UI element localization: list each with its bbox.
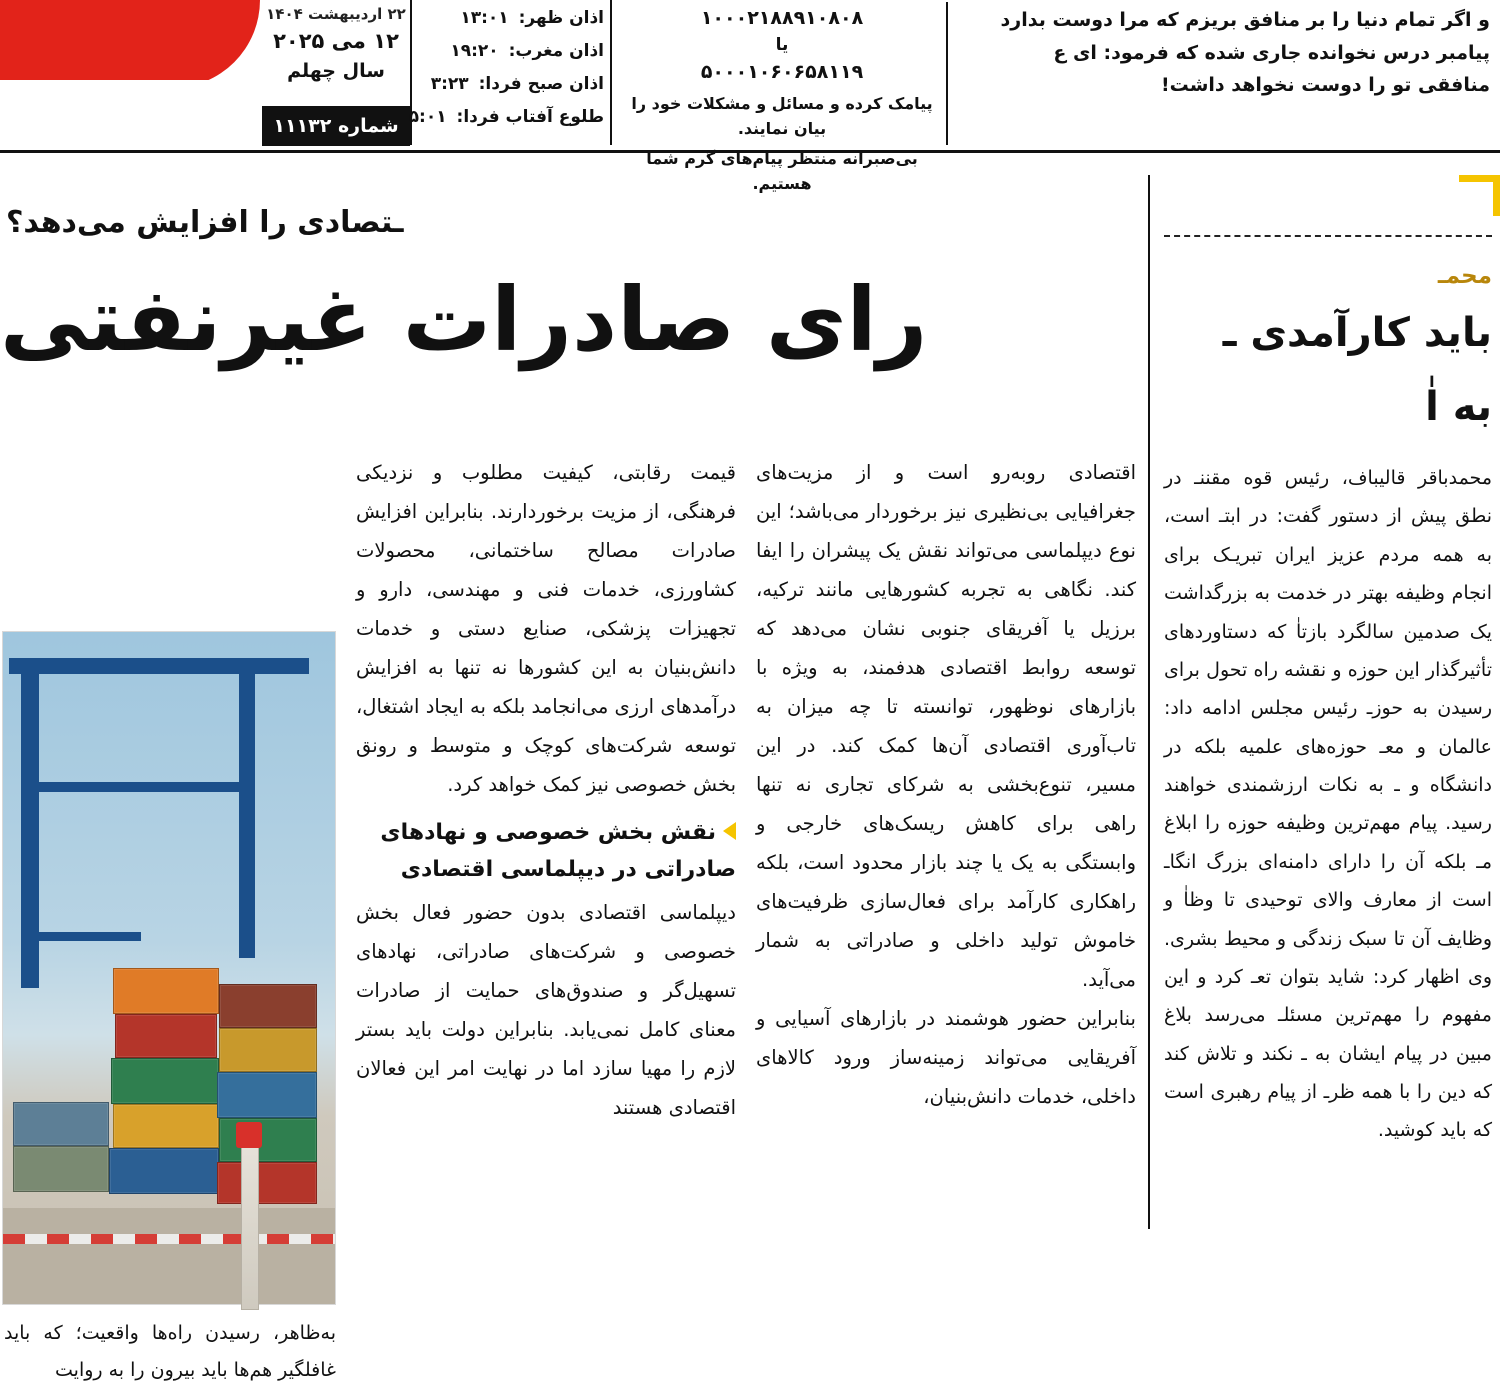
article-column-right — [746, 453, 1146, 1229]
divider — [1164, 235, 1492, 237]
issue-number: شماره ۱۱۱۳۲ — [262, 106, 410, 146]
secondary-article — [1148, 175, 1500, 1229]
secondary-article-body — [1164, 459, 1492, 1150]
crane-crossbeam — [21, 782, 253, 792]
sms-instruction-line-2: بی‌صبرانه منتظر پیام‌های گرم شما هستیم. — [646, 148, 918, 194]
date-gregorian: ۱۲ می ۲۰۲۵ — [273, 29, 399, 54]
brand-logo-block — [0, 0, 260, 88]
main-article-headline: رای صادرات غیرنفتی — [0, 268, 928, 371]
paragraph: اقتصادی روبه‌رو است و از مزیت‌های جغرافیایی بی‌نظیری نیز برخوردار می‌باشد؛ این نوع دیپلماسی می‌تواند نقش یک پیشران را ایفا کند. نگاهی به تجربه کشورهایی مانند ترکیه، برزیل یا آفریقای جنوبی نشان می‌دهد که توسعه روابط اقتصادی هدفمند، به ویژه با بازارهای نوظهور، توانسته تا چه میزان به تاب‌آوری اقتصادی آن‌ها کمک کند. در این مسیر، تنوع‌بخشی به شرکای تجاری نه تنها راهی برای کاهش ریسک‌های خارجی و وابستگی به یک یا چند بازار محدود است، بلکه راهکاری کارآمد برای فعال‌سازی ظرفیت‌های خاموش تولید داخلی و صادراتی به شمار می‌آید. — [756, 461, 1136, 991]
prayer-label-1: اذان مغرب: — [508, 41, 604, 62]
paragraph: بنابراین حضور هوشمند در بازارهای آسیایی و آفریقایی می‌تواند زمینه‌ساز ورود کالاهای داخلی، خدمات دانش‌بنیان، — [756, 1007, 1136, 1108]
date-persian: ۲۲ اردیبهشت ۱۴۰۴ — [266, 5, 406, 23]
prayer-value-3: ۵:۰۱ — [408, 107, 447, 128]
pole-cap — [236, 1122, 262, 1148]
paragraph: محمدباقر قالیباف، رئیس قوه مقننـ در نطق پیش از دستور گفت: در ابتـ است، به همه مردم عزیز ایران تبریـک برای انجام وظیفه بهتر در خدمت به بزرگداشت یک صدمین سالگرد بازتاٰ که دستاوردهای تأثیرگذار این حوزه و نقشه راه تحول برای رسیدن به حوزـ رئیس مجلس ادامه داد: عالمان و معـ حوزه‌های علمیه بلکه در دانشگاه و ـ به نکات ارزشمندی خواهند رسید. پیام مهم‌ترین وظیفه حوزه را ابلاغ مـ بلکه آن را دارای دامنه‌ای بزرگ انگاـ است از معارف والای توحیدی تا وظاٰ و وظایف آن تا سبک زندگی و محیط بشری. وی اظهار کرد: شاید بتوان تعـ کرد و این مفهوم را مهم‌ترین مسئلـ می‌رسد بلاغ مبین در پیام ایشان به ـ نکند و تلاش کند که دین را با همه ظرـ از پیام رهبری است که باید کوشید. — [1164, 467, 1492, 1142]
photo-ground — [3, 1208, 335, 1304]
shipping-container — [219, 984, 317, 1028]
crane-leg — [239, 658, 255, 958]
shipping-container — [219, 1118, 317, 1162]
hadith-line-2: پیامبر درس نخوانده جاری شده که فرمود: ای ع — [1053, 41, 1490, 64]
prayer-times — [408, 0, 612, 145]
prayer-value-1: ۱۹:۲۰ — [450, 41, 499, 62]
sms-contact-block — [618, 2, 948, 194]
main-article — [0, 153, 1146, 1382]
sms-or-label: یا — [775, 34, 789, 55]
prayer-row — [418, 68, 604, 101]
crane-crossbeam — [21, 932, 141, 941]
shipping-container — [217, 1162, 317, 1204]
shipping-container — [113, 968, 219, 1014]
article-column-photo — [0, 453, 346, 1382]
secondary-article-kicker: محمـ — [1437, 263, 1492, 289]
publication-year: سال چهلم — [287, 59, 385, 82]
triangle-bullet-icon — [723, 822, 736, 840]
shipping-container — [111, 1058, 219, 1104]
hadith-line-3: منافقی تو را دوست نخواهد داشت! — [1160, 74, 1490, 97]
masthead — [0, 0, 1500, 194]
corner-accent-mark — [1459, 175, 1500, 216]
article-subheading — [356, 814, 736, 889]
prayer-label-0: اذان ظهر: — [518, 8, 604, 28]
prayer-label-2: اذان صبح فردا: — [478, 74, 604, 95]
shipping-container — [13, 1102, 109, 1146]
article-subheading-text: نقش بخش خصوصی و نهادهای صادراتی در دیپلماسی اقتصادی — [380, 820, 736, 883]
hadith-block — [952, 2, 1500, 145]
paragraph: دیپلماسی اقتصادی بدون حضور فعال بخش خصوصی و شرکت‌های صادراتی، نهادهای تسهیل‌گر و صندوق‌های حمایت از صادرات معنای کامل نمی‌یابد. بنابراین دولت باید بستر لازم را مهیا سازد اما در نهایت امر این فعالان اقتصادی هستند — [356, 900, 736, 1119]
prayer-row — [408, 101, 604, 134]
article-column-middle — [346, 453, 746, 1229]
page-body — [0, 153, 1500, 1382]
shipping-container — [109, 1148, 219, 1194]
secondary-article-headline-line1: باید کارآمدی ـ — [1222, 310, 1492, 356]
prayer-value-2: ۳:۲۳ — [430, 74, 469, 95]
paragraph: قیمت رقابتی، کیفیت مطلوب و نزدیکی فرهنگی، از مزیت برخوردارند. بنابراین افزایش صادرات مصالح ساختمانی، محصولات کشاورزی، خدمات فنی و مهندسی، دارو و تجهیزات پزشکی، صنایع دستی و خدمات دانش‌بنیان به این کشورها نه تنها به افزایش درآمدهای ارزی می‌انجامد بلکه به ایجاد اشتغال، توسعه شرکت‌های کوچک و متوسط و رونق بخش خصوصی نیز کمک خواهد کرد. — [356, 461, 736, 796]
sms-number-primary: ۱۰۰۰۲۱۸۸۹۱۰۸۰۸ — [700, 7, 864, 29]
sms-instruction-line-1: پیامک کرده و مسائل و مشکلات خود را بیان نمایند. — [631, 93, 933, 139]
prayer-row — [418, 35, 604, 68]
secondary-article-headline-line2: به اٰ — [1425, 384, 1492, 430]
striped-pole — [241, 1138, 259, 1310]
sms-number-secondary: ۵۰۰۰۱۰۶۰۶۵۸۱۱۹ — [700, 61, 864, 83]
article-photo — [2, 631, 336, 1305]
shipping-container — [217, 1072, 317, 1118]
shipping-container — [113, 1104, 219, 1148]
prayer-value-0: ۱۳:۰۱ — [460, 8, 509, 28]
article-columns — [0, 453, 1146, 1382]
shipping-container — [13, 1146, 109, 1192]
main-article-kicker: ـتصادی را افزایش می‌دهد؟ — [6, 205, 404, 240]
shipping-container — [115, 1014, 217, 1058]
prayer-label-3: طلوع آفتاب فردا: — [456, 107, 604, 128]
shipping-container — [219, 1028, 317, 1072]
photo-caption: به‌ظاهر، رسیدن راه‌ها واقعیت؛ که باید غافلگیر هم‌ها باید بیرون را به روایت — [4, 1322, 336, 1382]
prayer-row — [418, 2, 604, 35]
crane-beam — [9, 658, 309, 674]
hadith-line-1: و اگر تمام دنیا را بر منافق بریزم که مرا دوست بدارد — [1000, 9, 1490, 31]
